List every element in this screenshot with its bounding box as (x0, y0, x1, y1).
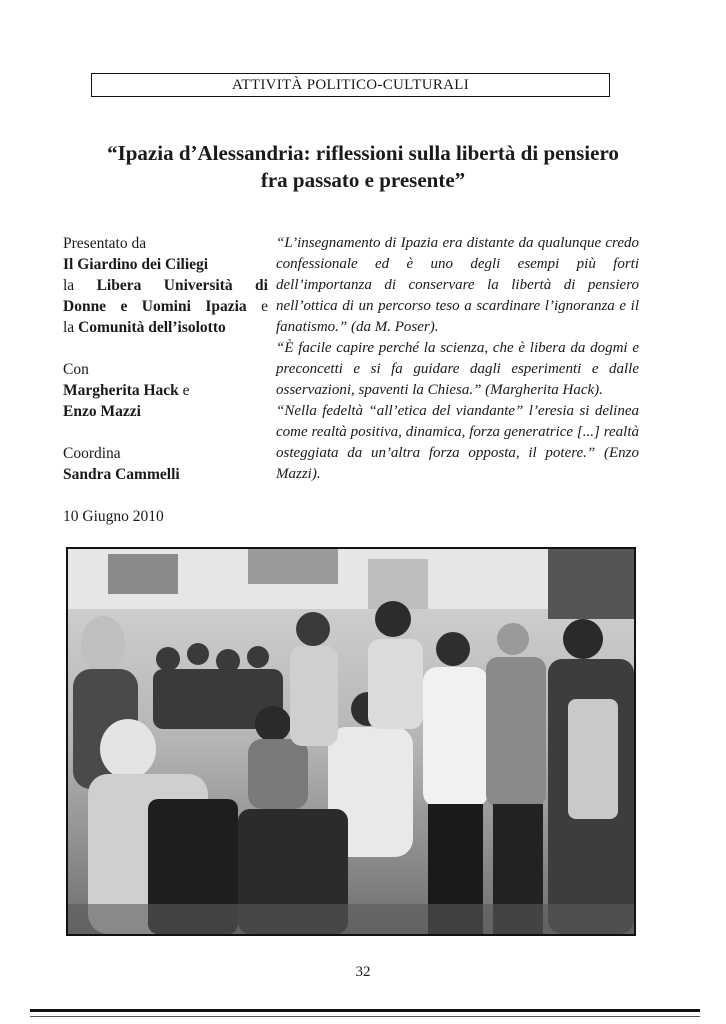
organizer-comunita-prefix: la (63, 319, 75, 336)
organizer-libera-name-a: Libera Università di (96, 277, 268, 294)
quotes-column (276, 233, 639, 485)
speaker-join: e (182, 382, 190, 399)
group-photo-image (68, 549, 634, 934)
organizer-libera-suffix: e (261, 298, 268, 315)
speaker-hack: Margherita Hack (63, 382, 179, 399)
event-photo (66, 547, 636, 936)
coordinator-name: Sandra Cammelli (63, 466, 180, 483)
quote-poser: “L’insegnamento di Ipazia era distante da qualunque credo confessionale ed è uno degli esempi più forti dell’importanza di conservare la libertà di pensiero nell’ottica di un percorso teso a scardinare l’ignoranza e il fanatismo.” (da M. Poser). (276, 235, 639, 335)
organizer-giardino: Il Giardino dei Ciliegi (63, 256, 209, 273)
footer-rule-thin (30, 1016, 700, 1017)
quote-mazzi: “Nella fedeltà “all’etica del viandante” l’eresia si delinea come realtà positiva, dinamica, forza generatrice [...] realtà osteggiata da un’altra forza opposta, il potere.” (Enzo Mazzi). (276, 403, 639, 482)
section-header-text: ATTIVITÀ POLITICO-CULTURALI (231, 77, 470, 93)
speaker-mazzi: Enzo Mazzi (63, 403, 141, 420)
footer-rule-thick (30, 1009, 700, 1012)
event-date: 10 Giugno 2010 (63, 508, 164, 525)
section-header (91, 73, 610, 97)
organizer-libera-prefix: la (63, 277, 75, 294)
organizer-comunita-name: Comunità dell’isolotto (78, 319, 226, 336)
presented-by-label: Presentato da (63, 235, 147, 252)
article-title (60, 140, 666, 194)
organizer-comunita (63, 317, 268, 338)
speaker-1-line (63, 380, 268, 401)
organizer-libera-line-2 (63, 296, 268, 317)
quote-hack: “È facile capire perché la scienza, che è libera da dogmi e preconcetti e si fa guidare dagli esperimenti e dalle osservazioni, spaventi la Chiesa.” (Margherita Hack). (276, 340, 639, 398)
article-title-line-2: fra passato e presente” (260, 168, 466, 192)
page-number: 32 (355, 964, 371, 980)
event-credits (63, 233, 268, 527)
organizer-libera-line-1 (63, 275, 268, 296)
article-title-line-1: “Ipazia d’Alessandria: riflessioni sulla libertà di pensiero (107, 141, 619, 165)
organizer-libera-name-b: Donne e Uomini Ipazia (63, 298, 247, 315)
with-label: Con (63, 361, 89, 378)
coordinator-label: Coordina (63, 445, 121, 462)
